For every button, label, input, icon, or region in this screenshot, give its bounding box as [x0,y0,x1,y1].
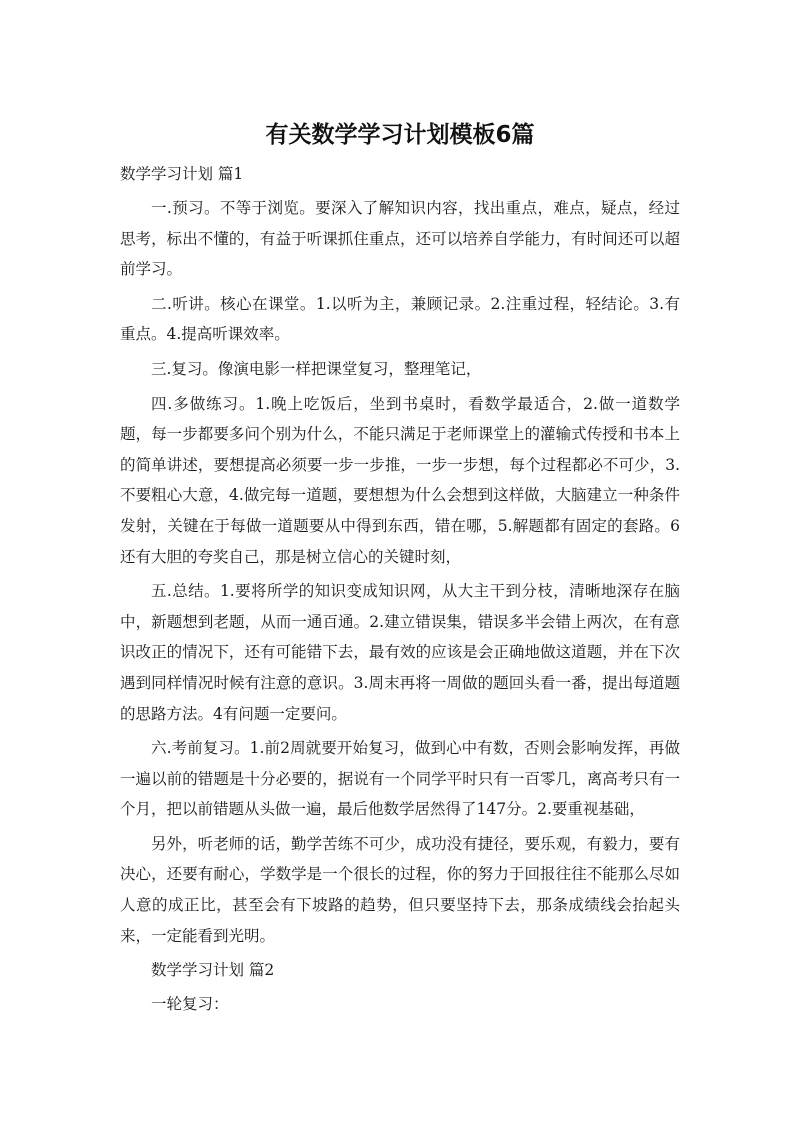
paragraph-exam-review: 六.考前复习。1.前2周就要开始复习，做到心中有数，否则会影响发挥，再做一遍以前的错题是十分必要的，据说有一个同学平时只有一百零几，离高考只有一个月，把以前错题从头做一遍，最后他数学居然得了147分。2.要重视基础， [120,739,680,819]
section-heading-2: 数学学习计划 篇2 [151,961,275,980]
paragraph-preview: 一.预习。不等于浏览。要深入了解知识内容，找出重点，难点，疑点，经过思考，标出不懂的，有益于听课抓住重点，还可以培养自学能力，有时间还可以超前学习。 [120,199,680,279]
document-body [120,159,680,1024]
paragraph-practice: 四.多做练习。1.晚上吃饭后，坐到书桌时，看数学最适合，2.做一道数学题，每一步都要多问个别为什么，不能只满足于老师课堂上的灌输式传授和书本上的简单讲述，要想提高必须要一步一步推，一步一步想，每个过程都必不可少，3.不要粗心大意，4.做完每一道题，要想想为什么会想到这样做，大脑建立一种条件发射，关键在于每做一道题要从中得到东西，错在哪，5.解题都有固定的套路。6还有大胆的夸奖自己，那是树立信心的关键时刻， [120,394,680,566]
paragraph-first-round: 一轮复习： [151,995,229,1014]
paragraph-summary: 五.总结。1.要将所学的知识变成知识网，从大主干到分枝，清晰地深存在脑中，新题想到老题，从而一通百通。2.建立错误集，错误多半会错上两次，在有意识改正的情况下，还有可能错下去，最有效的应该是会正确地做这道题，并在下次遇到同样情况时候有注意的意识。3.周末再将一周做的题回头看一番，提出每道题的思路方法。4有问题一定要问。 [120,582,680,723]
section-heading-1: 数学学习计划 篇1 [120,165,244,183]
document-title: 有关数学学习计划模板6篇 [265,122,535,148]
paragraph-review: 三.复习。像演电影一样把课堂复习，整理笔记， [151,359,482,378]
paragraph-listen: 二.听讲。核心在课堂。1.以听为主，兼顾记录。2.注重过程，轻结论。3.有重点。4.提高听课效率。 [120,294,680,344]
paragraph-additional: 另外，听老师的话，勤学苦练不可少，成功没有捷径，要乐观，有毅力，要有决心，还要有耐心，学数学是一个很长的过程，你的努力于回报往往不能那么尽如人意的成正比，甚至会有下坡路的趋势，但只要坚持下去，那条成绩线会抬起头来，一定能看到光明。 [120,834,680,945]
